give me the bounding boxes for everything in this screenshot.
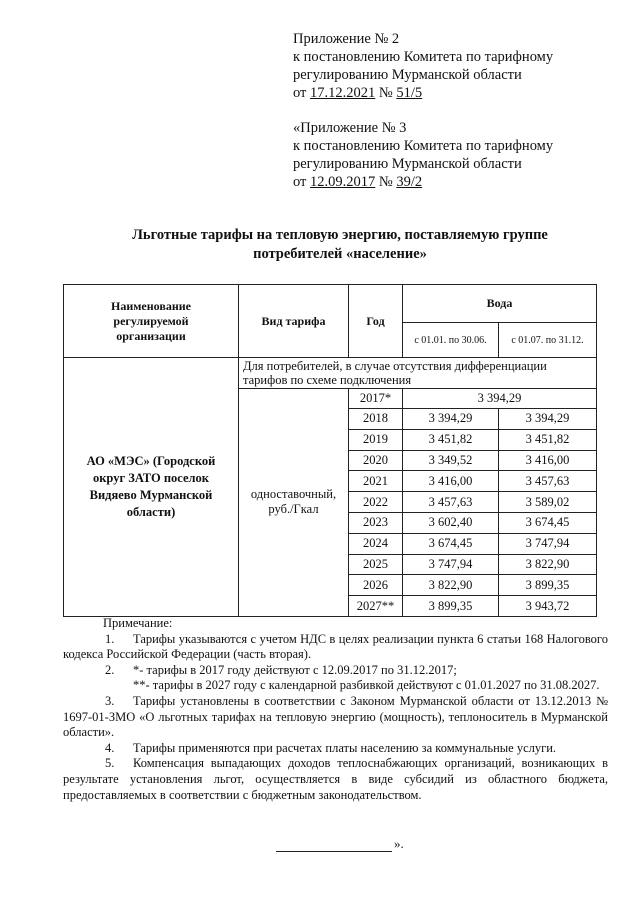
year-cell: 2026 [349, 575, 403, 596]
note-2b: **- тарифы в 2027 году с календарной разбивкой действуют с 01.01.2027 по 31.08.2027. [133, 678, 600, 693]
appendix-header-1 [293, 30, 553, 102]
table-header-row [64, 285, 597, 323]
notes-heading: Примечание: [103, 616, 173, 630]
note-3-num: 3. [105, 693, 115, 708]
header1-date-line [293, 84, 553, 102]
value-cell: 3 589,02 [499, 492, 597, 513]
note-1-text: Тарифы указываются с учетом НДС в целях реализации пункта 6 статьи 168 Налогового кодекса Российской Федерации (часть вторая). [63, 631, 608, 662]
header1-date: 17.12.2021 [310, 85, 376, 101]
header2-date-line [293, 173, 553, 191]
header2-num: 39/2 [396, 174, 423, 190]
header-period-2: с 01.07. по 31.12. [499, 323, 597, 358]
header2-line3: регулированию Мурманской области [293, 156, 522, 172]
header1-num-prefix: № [375, 85, 397, 101]
year-cell: 2017* [349, 389, 403, 409]
note-1 [63, 632, 608, 663]
header1-line3: регулированию Мурманской области [293, 67, 522, 83]
note-2a [63, 663, 608, 679]
value-cell: 3 394,29 [499, 409, 597, 430]
note-5 [63, 756, 608, 803]
tariff-table [63, 284, 597, 617]
value-cell: 3 394,29 [403, 389, 597, 409]
value-cell: 3 457,63 [403, 492, 499, 513]
signature-line [276, 839, 392, 852]
consumer-note: Для потребителей, в случае отсутствия дифференциации тарифов по схеме подключения [239, 358, 597, 389]
note-2-num: 2. [105, 662, 115, 677]
year-cell: 2023 [349, 512, 403, 533]
header-year: Год [349, 285, 403, 358]
value-cell: 3 674,45 [499, 512, 597, 533]
year-cell: 2025 [349, 554, 403, 575]
closing-quote: ». [394, 836, 404, 851]
value-cell: 3 457,63 [499, 471, 597, 492]
year-cell: 2027** [349, 596, 403, 617]
value-cell: 3 747,94 [499, 533, 597, 554]
header1-num: 51/5 [396, 85, 423, 101]
value-cell: 3 822,90 [499, 554, 597, 575]
value-cell: 3 349,52 [403, 450, 499, 471]
notes-section [63, 616, 608, 803]
note-2a-text: *- тарифы в 2017 году действуют с 12.09.2017 по 31.12.2017; [133, 662, 457, 677]
header1-line2: к постановлению Комитета по тарифному [293, 49, 554, 65]
note-4 [63, 741, 608, 757]
note-3 [63, 694, 608, 741]
header2-num-prefix: № [375, 174, 397, 190]
note-5-text: Компенсация выпадающих доходов теплоснабжающих организаций, возникающих в результате установления льгот, осуществляется в виде субсидий из областного бюджета, предоставляемых в соответствии с бюджетным законодательством. [63, 756, 608, 802]
year-cell: 2022 [349, 492, 403, 513]
value-cell: 3 674,45 [403, 533, 499, 554]
closing-mark [276, 836, 404, 852]
value-cell: 3 602,40 [403, 512, 499, 533]
value-cell: 3 394,29 [403, 409, 499, 430]
document-title [60, 226, 620, 264]
note-1-num: 1. [105, 631, 115, 646]
note-4-text: Тарифы применяются при расчетах платы населению за коммунальные услуги. [133, 740, 557, 755]
note-4-num: 4. [105, 740, 115, 755]
header-water: Вода [403, 285, 597, 323]
header2-date: 12.09.2017 [310, 174, 376, 190]
year-cell: 2018 [349, 409, 403, 430]
header1-line1: Приложение № 2 [293, 31, 400, 47]
table-row [64, 358, 597, 389]
org-name: АО «МЭС» (Городской округ ЗАТО поселок Видяево Мурманской области) [64, 358, 239, 617]
value-cell: 3 899,35 [499, 575, 597, 596]
note-5-num: 5. [105, 756, 115, 771]
year-cell: 2019 [349, 429, 403, 450]
title-line1: Льготные тарифы на тепловую энергию, поставляемую группе [132, 227, 548, 243]
header1-date-prefix: от [293, 85, 311, 101]
value-cell: 3 747,94 [403, 554, 499, 575]
note-3-text: Тарифы установлены в соответствии с Законом Мурманской области от 13.12.2013 № 1697-01-ЗМО «О льготных тарифах на тепловую энергию (мощность), теплоноситель в Мурманской области». [63, 693, 608, 740]
value-cell: 3 416,00 [403, 471, 499, 492]
value-cell: 3 451,82 [403, 429, 499, 450]
year-cell: 2024 [349, 533, 403, 554]
header2-line1: «Приложение № 3 [293, 120, 407, 136]
appendix-header-2 [293, 119, 553, 191]
year-cell: 2020 [349, 450, 403, 471]
title-line2: потребителей «население» [253, 246, 427, 262]
year-cell: 2021 [349, 471, 403, 492]
value-cell: 3 899,35 [403, 596, 499, 617]
header2-date-prefix: от [293, 174, 311, 190]
header-period-1: с 01.01. по 30.06. [403, 323, 499, 358]
header2-line2: к постановлению Комитета по тарифному [293, 138, 554, 154]
tariff-type: одноставочный, руб./Гкал [239, 389, 349, 617]
header-tariff-type: Вид тарифа [239, 285, 349, 358]
value-cell: 3 451,82 [499, 429, 597, 450]
value-cell: 3 943,72 [499, 596, 597, 617]
header-org: Наименование регулируемой организации [64, 285, 239, 358]
value-cell: 3 416,00 [499, 450, 597, 471]
value-cell: 3 822,90 [403, 575, 499, 596]
